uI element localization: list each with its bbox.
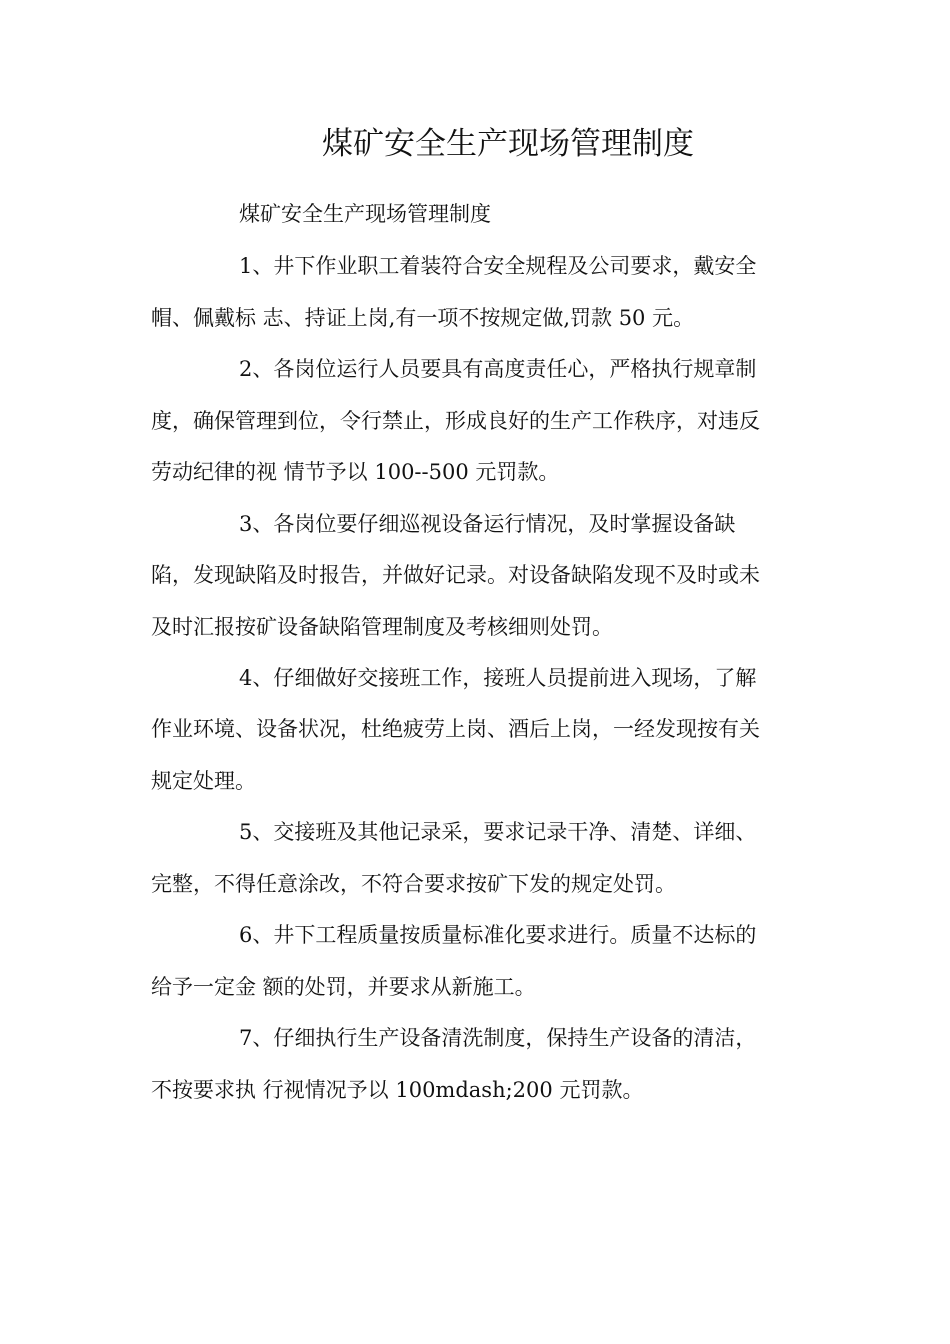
paragraph-3-line-1: 3、各岗位要仔细巡视设备运行情况，及时掌握设备缺 (239, 512, 736, 536)
document-subtitle: 煤矿安全生产现场管理制度 (239, 202, 491, 226)
paragraph-6-line-2: 给予一定金 额的处罚，并要求从新施工。 (151, 975, 536, 999)
paragraph-7-line-1: 7、仔细执行生产设备清洗制度，保持生产设备的清洁， (239, 1026, 757, 1050)
paragraph-4-line-3: 规定处理。 (151, 769, 256, 793)
paragraph-5-line-1: 5、交接班及其他记录采，要求记录干净、清楚、详细、 (239, 820, 757, 844)
paragraph-2-line-1: 2、各岗位运行人员要具有高度责任心，严格执行规章制 (239, 357, 757, 381)
document-title: 煤矿安全生产现场管理制度 (322, 126, 694, 162)
paragraph-6-line-1: 6、井下工程质量按质量标准化要求进行。质量不达标的 (239, 923, 757, 947)
paragraph-2-line-2: 度，确保管理到位，令行禁止，形成良好的生产工作秩序，对违反 (151, 409, 760, 433)
paragraph-2-line-3: 劳动纪律的视 情节予以 100--500 元罚款。 (151, 460, 560, 484)
paragraph-4-line-1: 4、仔细做好交接班工作，接班人员提前进入现场，了解 (239, 666, 757, 690)
paragraph-3-line-3: 及时汇报按矿设备缺陷管理制度及考核细则处罚。 (151, 615, 613, 639)
paragraph-1-line-1: 1、井下作业职工着装符合安全规程及公司要求，戴安全 (239, 254, 757, 278)
paragraph-3-line-2: 陷，发现缺陷及时报告，并做好记录。对设备缺陷发现不及时或未 (151, 563, 760, 587)
paragraph-1-line-2: 帽、佩戴标 志、持证上岗,有一项不按规定做,罚款 50 元。 (151, 306, 695, 330)
paragraph-7-line-2: 不按要求执 行视情况予以 100mdash;200 元罚款。 (151, 1078, 644, 1102)
paragraph-5-line-2: 完整，不得任意涂改，不符合要求按矿下发的规定处罚。 (151, 872, 676, 896)
paragraph-4-line-2: 作业环境、设备状况，杜绝疲劳上岗、酒后上岗，一经发现按有关 (151, 717, 760, 741)
